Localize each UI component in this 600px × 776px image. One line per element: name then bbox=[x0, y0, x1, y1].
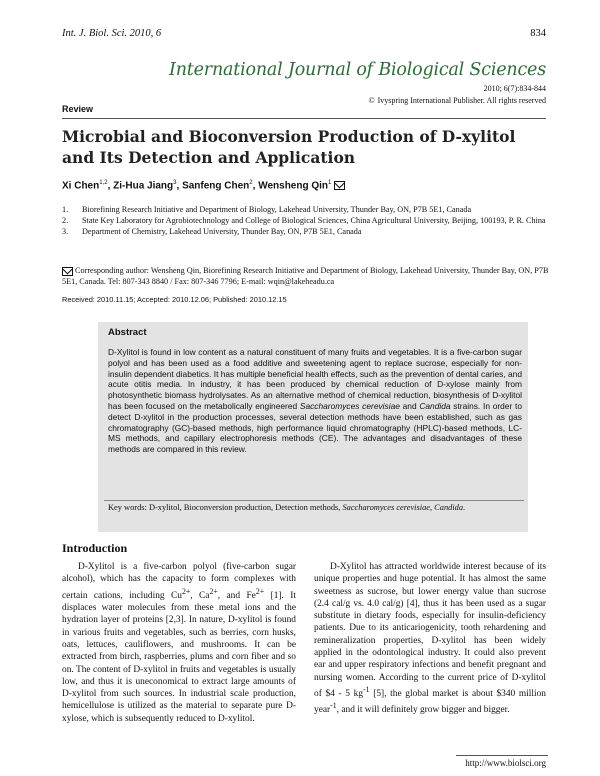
affiliation-item bbox=[62, 204, 552, 215]
intro-paragraph-1 bbox=[62, 561, 296, 725]
body-text: , and Fe bbox=[217, 590, 256, 601]
affiliation-text: State Key Laboratory for Agrobiotechnology and College of Biological Sciences, China Agricultural University, Beijing, 100193, P. R. China bbox=[82, 216, 546, 225]
affiliation-text: Biorefining Research Initiative and Department of Biology, Lakehead University, Thunder Bay, ON, P7B 5E1, Canada bbox=[82, 205, 472, 214]
author-affiliation-ref: 1 bbox=[328, 180, 332, 186]
abstract-text-part: D-Xylitol is found in low content as a natural constituent of many fruits and vegetables. It is a five-carbon sugar polyol and has been used as a food additive and sweetening agent to replace sucrose, especially for non-insulin dependent diabetics. It has multiple beneficial health effects, such as the prevention of dental caries, and acute otitis media. In industry, it has been produced by chemical reduction of D-xylose mainly from photosynthetic biomass hydrolysates. As an alternative method of chemical reduction, biosynthesis of D-xylitol has been focused on the metabolically engineered bbox=[108, 347, 522, 411]
publication-dates: Received: 2010.11.15; Accepted: 2010.12.06; Published: 2010.12.15 bbox=[62, 295, 287, 304]
journal-citation: 2010; 6(7):834-844 bbox=[483, 84, 546, 93]
affiliation-item bbox=[62, 215, 552, 226]
section-heading-introduction: Introduction bbox=[62, 541, 128, 555]
author-name: Wensheng Qin bbox=[258, 180, 329, 192]
header-divider bbox=[62, 118, 546, 119]
author-name: Sanfeng Chen bbox=[182, 180, 250, 192]
affiliation-number: 1. bbox=[62, 205, 69, 214]
author-list bbox=[62, 180, 345, 191]
footer-divider bbox=[456, 755, 548, 756]
body-text: D-Xylitol has attracted worldwide interest because of its unique properties and huge potential. It has almost the same sweetness as sucrose, but lower energy value than sucrose (2.4 cal/g vs. 4.0 cal/g) [4], thus it has been used as a sugar substitute in dietary foods, especially for insulin-deficiency patients. Due to its anticariogenicity, tooth rehardening and remineralization properties, D-xylitol has been widely applied in the odontological industry. It could also prevent ear and upper respiratory infections and benefit pregnant and nursing women. According to the current price of D-xylitol of $4 - 5 kg bbox=[314, 562, 546, 700]
abstract-divider bbox=[104, 500, 524, 501]
running-head: Int. J. Biol. Sci. 2010, 6 bbox=[62, 28, 162, 39]
email-icon[interactable] bbox=[334, 181, 345, 190]
intro-paragraph-2 bbox=[314, 561, 546, 717]
keywords-end: . bbox=[463, 503, 466, 512]
superscript: -1 bbox=[330, 701, 337, 711]
keywords-label: Key words: D-xylitol, Bioconversion production, Detection methods, bbox=[108, 503, 343, 512]
body-text: D-Xylitol is a five-carbon polyol (five-carbon sugar alcohol), which has the capacity to form complexes with certain cations, including Cu bbox=[62, 562, 296, 601]
superscript: 2+ bbox=[209, 586, 218, 596]
affiliation-text: Department of Chemistry, Lakehead University, Thunder Bay, ON, P7B 5E1, Canada bbox=[82, 227, 362, 236]
organism-name: Candida bbox=[419, 400, 451, 411]
copyright-line bbox=[369, 96, 547, 105]
corresponding-author bbox=[62, 265, 552, 287]
body-text: [5], the global market is about $340 million year bbox=[314, 689, 546, 716]
copyright-icon: © bbox=[368, 96, 375, 105]
keyword-organism: Candida bbox=[434, 503, 464, 512]
body-text: , and it will definitely grow bigger and bigger. bbox=[336, 705, 510, 716]
body-text: [1]. It displaces water molecules from these metal ions and the hydration layer of proteins [2,3]. In nature, D-xylitol is found in various fruits and vegetables, such as berries, corn husks, oats, lettuces, cauliflowers, and mushrooms. It can be extracted from birch, raspberries, plums and corn fiber and so on. The content of D-xylitol in fruits and vegetables is usually low, and thus it is uneconomical to extract large amounts of D-xylitol from such sources. In industrial scale production, hemicellulose is utilized as the material to separate pure D-xylose, which is subsequently reduced to D-xylitol. bbox=[62, 590, 296, 724]
page-number: 834 bbox=[530, 28, 546, 39]
author-affiliation-ref: 1,2 bbox=[99, 180, 108, 186]
footer-url[interactable]: http://www.biolsci.org bbox=[465, 758, 546, 768]
envelope-icon bbox=[62, 267, 73, 276]
author-separator: , bbox=[107, 180, 114, 192]
author-separator: , bbox=[176, 180, 183, 192]
abstract-text bbox=[108, 347, 522, 455]
keywords-separator: , bbox=[429, 503, 435, 512]
superscript: 2+ bbox=[181, 586, 191, 596]
affiliation-number: 2. bbox=[62, 216, 69, 225]
author-name: Zi-Hua Jiang bbox=[113, 180, 174, 192]
journal-name: International Journal of Biological Sciences bbox=[169, 60, 546, 80]
affiliation-number: 3. bbox=[62, 227, 69, 236]
author-separator: , bbox=[252, 180, 259, 192]
corresponding-author-text: Corresponding author: Wensheng Qin, Biorefining Research Initiative and Department of Biology, Lakehead University, Thunder Bay, ON, P7B 5E1, Canada. Tel: 807-343 8840 / Fax: 807-346 7796; E-mail: wqin@lakeheadu.ca bbox=[62, 266, 549, 286]
keywords bbox=[108, 503, 522, 514]
abstract-heading: Abstract bbox=[108, 327, 147, 338]
superscript: 2+ bbox=[255, 586, 265, 596]
abstract-text-part: strains. In order to detect D-xylitol in the production processes, several detection methods have been established, such as gas chromatography (GC)-based methods, high performance liquid chromatography (HPLC)-based methods, LC-MS methods, and capillary electrophoresis methods (CE). The advantages and disadvantages of these methods are compared in this review. bbox=[108, 400, 522, 455]
superscript: -1 bbox=[363, 684, 370, 694]
affiliation-list bbox=[62, 204, 552, 237]
organism-name: Saccharomyces cerevisiae bbox=[299, 400, 400, 411]
author-affiliation-ref: 3 bbox=[173, 180, 177, 186]
copyright-text: Ivyspring International Publisher. All rights reserved bbox=[377, 96, 546, 105]
abstract-text-part: and bbox=[399, 400, 420, 411]
body-text: , Ca bbox=[190, 590, 210, 601]
author-name: Xi Chen bbox=[62, 180, 100, 192]
article-title: Microbial and Bioconversion Production of D-xylitol and Its Detection and Application bbox=[62, 127, 516, 167]
affiliation-item bbox=[62, 226, 552, 237]
keyword-organism: Saccharomyces cerevisiae bbox=[342, 503, 430, 512]
author-affiliation-ref: 2 bbox=[249, 180, 253, 186]
article-type: Review bbox=[62, 104, 94, 114]
